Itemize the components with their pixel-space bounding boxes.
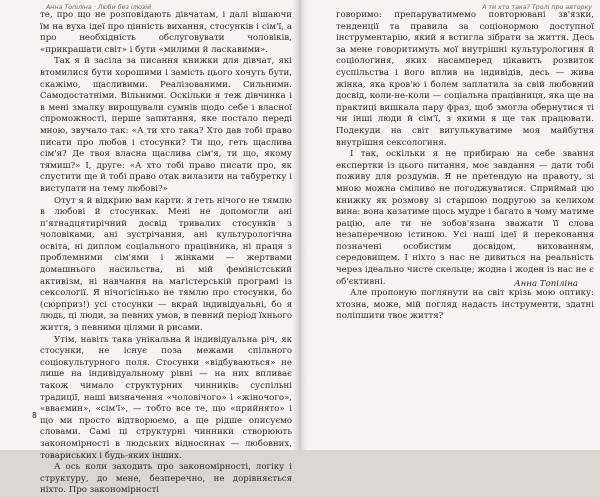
right-paragraph-3: Але пропоную поглянути на світ крізь мою оптику: хтозна, може, мій погляд надасть інструменти, здатні поліпшити твоє життя? bbox=[336, 288, 594, 322]
right-page-text bbox=[336, 10, 594, 323]
book-gutter-shadow bbox=[292, 0, 308, 450]
right-paragraph-1: говоримо: препаруватимемо повторювані зв'язки, тенденції та правила за соціонормою доступної інструментарію, який я встигла зібрати за життя. Десь за мене говоритимуть мої внутрішні культурологиня й соціологиня, яких насамперед цікавить розвиток суспільства і його вплив на індивідів, десь — жива жінка, яка кров'ю і болем заплатила за свій любовний досвід, коли-не-коли — соціальна працівниця, яка ще на практиці вишкала пару фраз, щоб змогла обернутися ті чи інші люди й сім'ї, з якими я ще так працювати. Подекуди на світ вигулькуватиме моя майбутня внутрішня сексологиня. bbox=[336, 10, 594, 148]
right-paragraph-2: І так, оскільки я не прибираю на себе звання експертки із цього питання, моє завдання — дати тобі поживу для роздумів. Я не претендую на правоту, зі мною можна сміливо не погоджуватися. Сприймай цю книжку як розмову зі старшою подругою за келихом вина: вона казатиме щось мудре і багато в чому матиме рацію, але ти не зобов'язана зважати її слова незаперечною істиною. Усі наші ідеї й переконання позначені особистим досвідом, вихованням, середовищем. І ніхто з нас не дивиться на реальність через ідеально чисте скельце; жодна і жоден із нас не є об'єктивні. bbox=[336, 149, 594, 287]
left-page bbox=[0, 0, 298, 496]
left-paragraph-3: Отут я й відкрию вам карти: я геть нічого не тямлю в любові й стосунках. Мені не допомогли ані п'ятнадцятирічний досвід тривалих стосунків з чоловіками, ані зустрічання, ані культурологічна освіта, ні диплом соціального працівника, ні праця з проблемними сім'ями і жінками — жертвами домашнього насильства, ні мій феміністський активізм, ні навчання на магістерській програмі із сексології. Я нічогісінько не тямлю про стосунки, бо (сюрприз!) усі стосунки — вкрай індивідуальні, бо я людь, ці люди, за певних умов, в певний період їхнього життя, з певними цілями й рисами. bbox=[40, 195, 292, 334]
left-paragraph-5: А ось коли заходить про закономірності, логіку і структуру, до мене, безперечно, не дорівняється ніхто. Про закономірності bbox=[40, 462, 292, 496]
left-paragraph-1: те, про що не розповідають дівчатам, і далі вішаючи їм на вуха ідеї про цінність вихання, стосунків і сім'ї, а про необхідність обслуговувати чоловіків, «прикрашати світ» і бути «милими й ласкавими». bbox=[40, 10, 292, 55]
author-signature: Анна Топіліна bbox=[514, 279, 578, 289]
left-paragraph-4: Утім, навіть така унікальна й індивідуальна річ, як стосунки, не існує поза межами спільного соціокультурного поля. Стосунки «відбуваються» не лише на індивідуальному рівні — на них впливає також чимало структурних чинників: суспільні традиції, наші визначення «чоловічого» і «жіночого», «вваємин», «сім'ї», — тобто все те, що «прийнято» і що ми просто відтворюємо, а ще рідше описуємо словами. Самі ці структурні чинники створюють закономірності в людських відносинах — любовних, товариських і будь-яких інших. bbox=[40, 334, 292, 461]
page-number: 8 bbox=[32, 411, 37, 420]
left-paragraph-2: Так я й засіла за писання книжки для дівчат, які втомилися бути хорошими і замість цього хочуть бути, скажімо, щасливими. Реалізованими. Сильними. Самодостатніми. Вільними. Оскільки я теж дівчинка і в мені змалку вирощували сумнів щодо себе і власної спроможності, перше запитання, яке постало переді мною, звучало так: «А ти хто така? Хто дав тобі право писати про любов і стосунки? Ти що, геть щаслива сім'я? Де твоя власна щаслива сім'я, ти що, якому тямиш?» І, друге: «А хто тобі право писати про, як спустити ще й тобі право отак вилазити на табуретку і виступати на тему любові?» bbox=[40, 56, 292, 194]
right-page bbox=[302, 0, 600, 450]
left-page-text bbox=[40, 10, 292, 497]
left-running-head: Анна Топіліна · Люби без ілюзій bbox=[46, 4, 152, 11]
right-running-head: А ти хто така? Тролі про авторку bbox=[482, 4, 592, 11]
